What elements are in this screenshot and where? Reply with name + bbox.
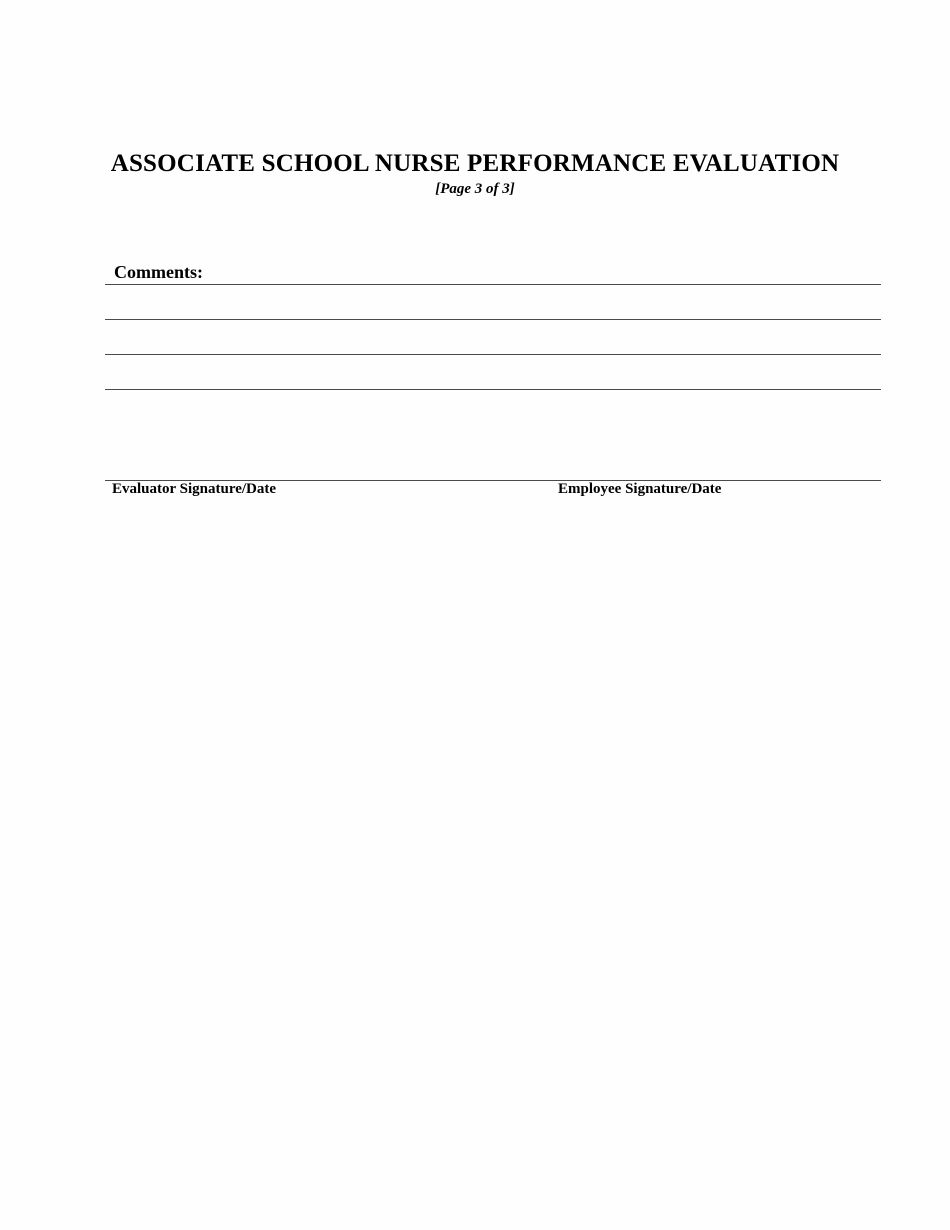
evaluator-signature-label: Evaluator Signature/Date <box>112 481 277 497</box>
employee-signature-label: Employee Signature/Date <box>558 481 722 497</box>
comment-line-4[interactable] <box>105 389 881 390</box>
comment-line-2[interactable] <box>105 319 881 320</box>
comment-line-3[interactable] <box>105 354 881 355</box>
comment-line-1[interactable] <box>105 284 881 285</box>
document-title: ASSOCIATE SCHOOL NURSE PERFORMANCE EVALUATION <box>110 150 840 177</box>
comments-label: Comments: <box>114 262 203 282</box>
page-indicator: [Page 3 of 3] <box>435 181 515 197</box>
